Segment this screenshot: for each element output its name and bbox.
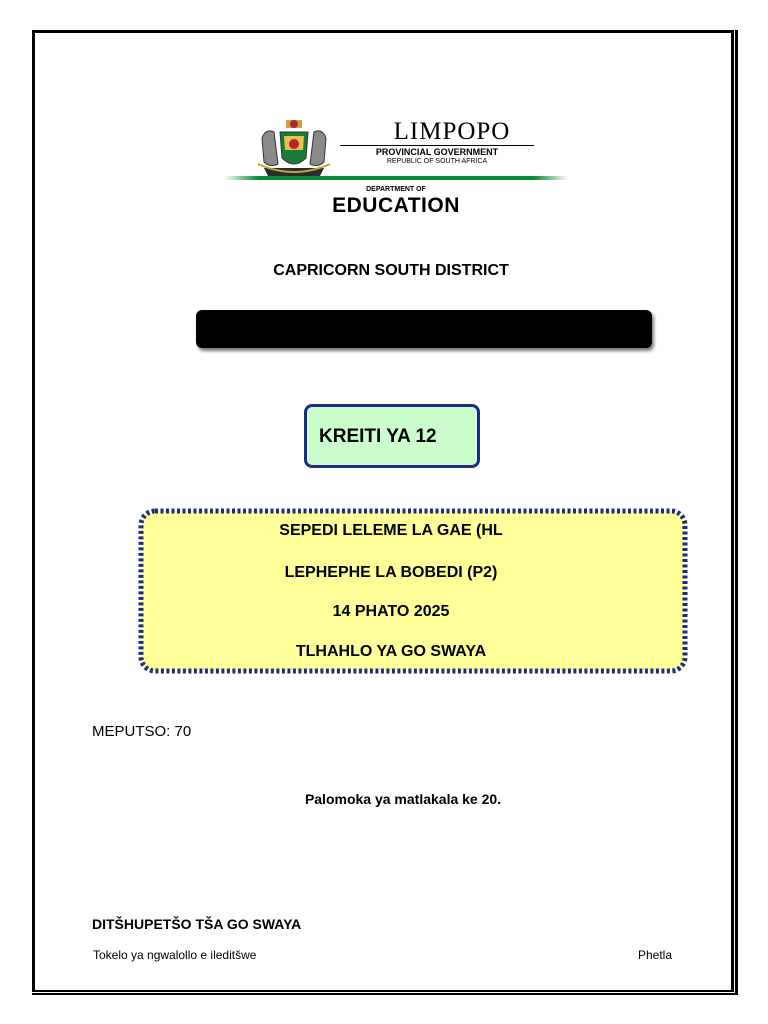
turn-over-note: Phetla bbox=[638, 948, 673, 962]
guidelines-heading: DITŠHUPETŠO TŠA GO SWAYA bbox=[92, 916, 302, 932]
district-heading: CAPRICORN SOUTH DISTRICT bbox=[273, 262, 509, 279]
total-marks: MEPUTSO: 70 bbox=[92, 723, 192, 740]
logo-department-name: EDUCATION bbox=[332, 194, 460, 217]
grade-label: KREITI YA 12 bbox=[319, 426, 437, 447]
logo-government: PROVINCIAL GOVERNMENT bbox=[375, 147, 499, 157]
page-border-shadow-bottom bbox=[32, 993, 738, 995]
grade-box bbox=[304, 404, 480, 468]
limpopo-education-logo bbox=[224, 112, 568, 222]
logo-republic: REPUBLIC OF SOUTH AFRICA bbox=[386, 158, 488, 165]
limpopo-coat-of-arms-icon bbox=[256, 118, 332, 182]
page-border-shadow-right bbox=[735, 30, 738, 994]
copyright-note: Tokelo ya ngwalollo e ileditšwe bbox=[93, 948, 257, 962]
title-date: 14 PHATO 2025 bbox=[332, 603, 450, 620]
page-count: Palomoka ya matlakala ke 20. bbox=[304, 791, 502, 807]
logo-department-of: DEPARTMENT OF bbox=[366, 186, 426, 193]
logo-green-rule bbox=[224, 176, 568, 180]
logo-province: LIMPOPO bbox=[393, 118, 511, 145]
title-subject: SEPEDI LELEME LA GAE (HL bbox=[279, 522, 503, 539]
title-document-type: TLHAHLO YA GO SWAYA bbox=[295, 643, 487, 660]
title-paper: LEPHEPHE LA BOBEDI (P2) bbox=[284, 564, 498, 581]
redaction-bar bbox=[196, 310, 652, 348]
logo-divider bbox=[340, 145, 534, 146]
